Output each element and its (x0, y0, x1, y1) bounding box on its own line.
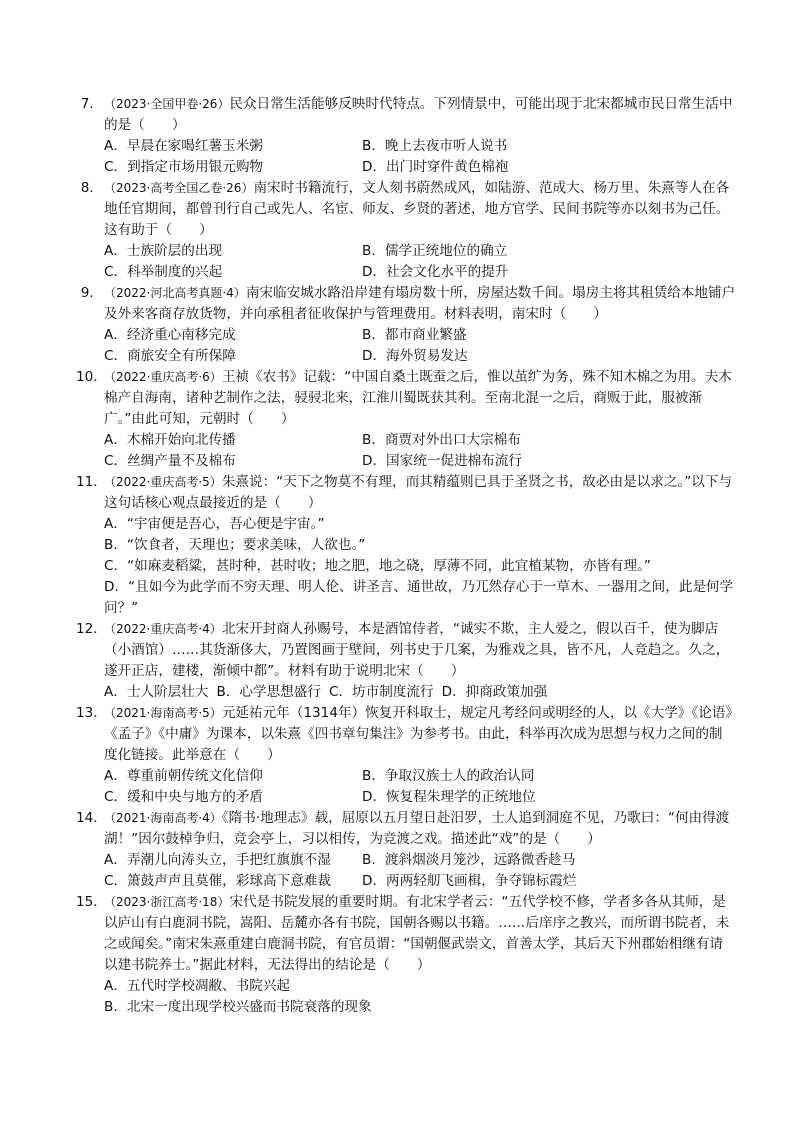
answer-option[interactable]: A．士人阶层壮大 (104, 684, 209, 700)
question-number: 14． (76, 810, 107, 826)
question-stem (103, 283, 736, 325)
answer-option[interactable]: B．心学思想盛行 (216, 684, 321, 700)
question-source: （2021·海南高考·5） (104, 706, 222, 720)
question-source: （2021·海南高考·4） (104, 811, 222, 825)
answer-option[interactable]: A．五代时学校凋敝、书院兴起 (104, 978, 291, 994)
question-source: （2022·重庆高考·6） (104, 370, 222, 384)
question-number: 13． (76, 705, 107, 721)
question-stem (103, 94, 736, 136)
answer-option[interactable]: B．儒学正统地位的确立 (362, 243, 508, 259)
answer-option[interactable]: D．抑商政策加强 (441, 684, 548, 700)
answer-option[interactable]: D．“且如今为此学而不穷天理、明人伦、讲圣言、通世故，乃兀然存心于一草木、一器用之间，此是何学问？” (104, 579, 734, 616)
answer-option[interactable]: A．尊重前朝传统文化信仰 (104, 768, 263, 784)
options-block (76, 682, 736, 703)
question-item (76, 472, 736, 619)
answer-option[interactable]: C．商旅安全有所保障 (104, 348, 236, 364)
question-number: 9． (80, 285, 103, 301)
options-block (76, 325, 736, 367)
question-item (76, 178, 736, 283)
question-item (76, 367, 736, 472)
question-text: 民众日常生活能够反映时代特点。下列情景中，可能出现于北宋都城市民日常生活中的是（ ） (104, 96, 733, 133)
question-text: 《隋书·地理志》载，屈原以五月望日赴汨罗，士人追到洞庭不见，乃歌曰：“何由得渡湖！”因尔鼓棹争归，竞会亭上，习以相传，为竞渡之戏。描述此“戏”的是（ ） (104, 810, 730, 847)
question-text: 宋代是书院发展的重要时期。有北宋学者云：“五代学校不修，学者多各从其师，是以庐山有白鹿洞书院，嵩阳、岳麓亦各有书院，国朝各赐以书籍。……后庠序之教兴，而所谓书院者，未之或闻矣。”南宋朱熹重建白鹿洞书院，有官员谓：“国朝偃武崇文，首善太学，其后天下州郡始相继有请以建书院养士。”据此材料，无法得出的结论是（ ） (104, 894, 730, 973)
answer-option[interactable]: B．北宋一度出现学校兴盛而书院衰落的现象 (104, 999, 372, 1015)
question-source: （2023·浙江高考·18） (104, 895, 230, 909)
question-number: 15． (76, 894, 107, 910)
answer-option[interactable]: C．“如麻麦稻粱，甚时种，甚时收；地之肥，地之硗，厚薄不同，此宜植某物，亦皆有理。” (104, 558, 651, 574)
answer-option[interactable]: A．士族阶层的出现 (104, 243, 223, 259)
answer-option[interactable]: B．渡斜烟淡月笼沙，远路微香趁马 (362, 852, 576, 868)
question-stem (103, 892, 736, 976)
answer-option[interactable]: C．缓和中央与地方的矛盾 (104, 789, 264, 805)
answer-option[interactable]: D．海外贸易发达 (362, 348, 468, 364)
question-text: 北宋开封商人孙赐号，本是酒馆侍者，“诚实不欺，主人爱之，假以百千，使为脚店（小酒馆）……其货渐侈大，乃置图画于壁间，列书史于几案，为雅戏之具，皆不凡，人竞趋之。久之，遂开正店，建楼，渐倾中都”。材料有助于说明北宋（ ） (104, 621, 730, 679)
answer-option[interactable]: A．经济重心南移完成 (104, 327, 236, 343)
question-item (76, 283, 736, 367)
answer-option[interactable]: C．科举制度的兴起 (104, 264, 223, 280)
answer-option[interactable]: C．丝绸产量不及棉布 (104, 453, 236, 469)
question-text: 朱熹说：“天下之物莫不有理，而其精蕴则已具于圣贤之书，故必由是以求之。”以下与这句话核心观点最接近的是（ ） (104, 474, 733, 511)
question-stem (103, 367, 736, 430)
question-item (76, 94, 736, 178)
question-text: 南宋临安城水路沿岸建有塌房数十所，房屋达数千间。塌房主将其租赁给本地铺户及外来客商存放货物，并向承租者征收保护与管理费用。材料表明，南宋时（ ） (104, 285, 736, 322)
answer-option[interactable]: C．箫鼓声声且莫催，彩球高下意难裁 (104, 873, 331, 889)
question-source: （2023·全国甲卷·26） (104, 97, 230, 111)
answer-option[interactable]: B．“饮食者，天理也；要求美味，人欲也。” (104, 537, 366, 553)
answer-option[interactable]: A．弄潮儿向涛头立，手把红旗旗不湿 (104, 852, 331, 868)
question-source: （2022·河北高考真题·4） (104, 286, 246, 300)
options-block (76, 241, 736, 283)
question-item (76, 808, 736, 892)
question-text: 元延祐元年（1314年）恢复开科取士，规定凡考经问或明经的人，以《大学》《论语》《孟子》《中庸》为课本，以朱熹《四书章句集注》为参考书。由此，科举再次成为思想与权力之间的制度化链接。此举意在（ ） (104, 705, 733, 763)
question-source: （2022·重庆高考·5） (104, 475, 222, 489)
answer-option[interactable]: D．恢复程朱理学的正统地位 (362, 789, 536, 805)
question-source: （2022·重庆高考·4） (104, 622, 222, 636)
question-number: 11． (76, 474, 107, 490)
options-block (76, 850, 736, 892)
options-block (76, 136, 736, 178)
question-number: 10． (76, 369, 107, 385)
answer-option[interactable]: B．争取汉族士人的政治认同 (362, 768, 535, 784)
question-text: 南宋时书籍流行，文人刻书蔚然成风，如陆游、范成大、杨万里、朱熹等人在各地任官期间，都曾刊行自己或先人、名宦、师友、乡贤的著述，地方官学、民间书院等亦以刻书为己任。这有助于（ ） (104, 180, 730, 238)
options-block (76, 514, 736, 619)
answer-option[interactable]: B．商贾对外出口大宗棉布 (362, 432, 521, 448)
answer-option[interactable]: D．社会文化水平的提升 (362, 264, 509, 280)
answer-option[interactable]: D．两两轻舠飞画楫，争夺锦标霞烂 (362, 873, 577, 889)
question-number: 12． (76, 621, 107, 637)
answer-option[interactable]: A．“宇宙便是吾心，吾心便是宇宙。” (104, 516, 325, 532)
question-item (76, 619, 736, 703)
question-stem (103, 808, 736, 850)
answer-option[interactable]: B．晚上去夜市听人说书 (362, 138, 508, 154)
question-stem (103, 619, 736, 682)
question-text: 王祯《农书》记载：“中国自桑土既蚕之后，惟以茧纩为务，殊不知木棉之为用。夫木棉产自海南，诸种艺制作之法，骎骎北来，江淮川蜀既获其利。至南北混一之后，商贩于此，服被渐广。”由此可知，元朝时（ ） (104, 369, 732, 427)
answer-option[interactable]: D．出门时穿件黄色棉袍 (362, 159, 509, 175)
question-stem (103, 178, 736, 241)
options-block (76, 430, 736, 472)
answer-option[interactable]: A．早晨在家喝红薯玉米粥 (104, 138, 263, 154)
question-item (76, 703, 736, 808)
options-block (76, 976, 736, 1018)
answer-option[interactable]: A．木棉开始向北传播 (104, 432, 236, 448)
options-block (76, 766, 736, 808)
question-source: （2023·高考全国乙卷·26） (104, 181, 254, 195)
answer-option[interactable]: C．到指定市场用银元购物 (104, 159, 264, 175)
answer-option[interactable]: C．坊市制度流行 (328, 684, 434, 700)
question-stem (103, 472, 736, 514)
question-stem (103, 703, 736, 766)
question-number: 8． (80, 180, 103, 196)
question-item (76, 892, 736, 1018)
answer-option[interactable]: D．国家统一促进棉布流行 (362, 453, 522, 469)
answer-option[interactable]: B．都市商业繁盛 (362, 327, 467, 343)
question-number: 7． (80, 96, 103, 112)
exam-page (76, 94, 736, 1018)
